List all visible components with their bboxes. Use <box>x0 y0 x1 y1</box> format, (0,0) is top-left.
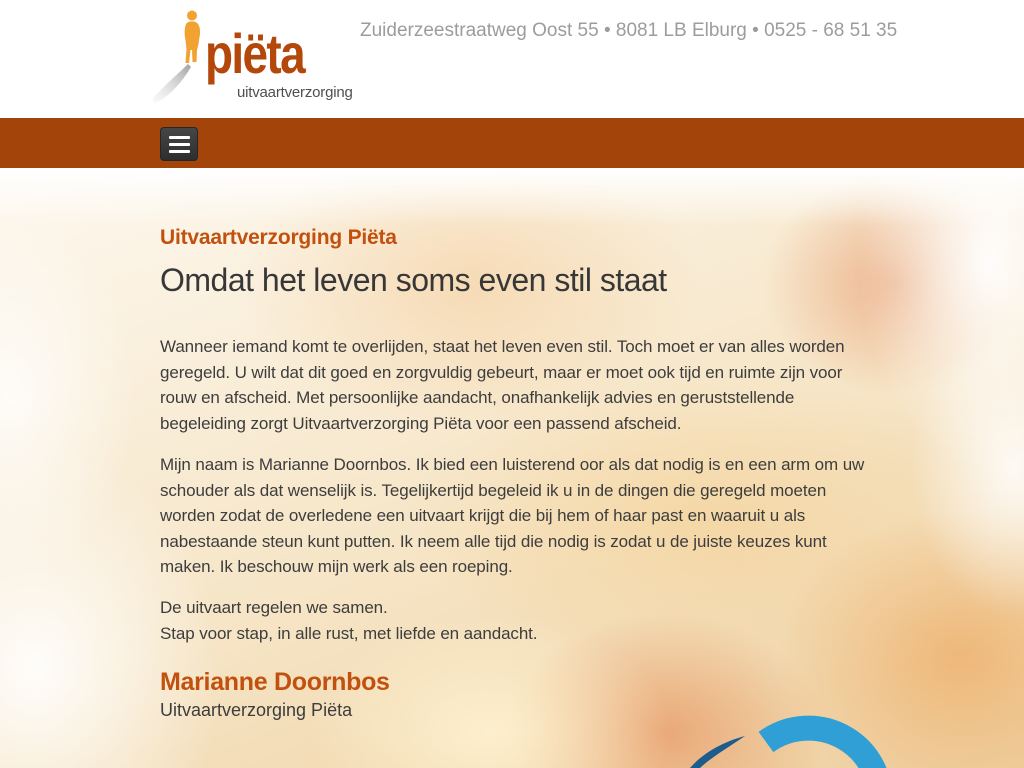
about-paragraph: Mijn naam is Marianne Doornbos. Ik bied een luisterend oor als dat nodig is en een arm om uw schouder als dat wenselijk is. Tegelijkertijd begeleid ik u in de dingen die geregeld moeten worden zodat de overledene een uitvaart krijgt die bij hem of haar past en waaruit u als nabestaande steun kunt putten. Ik neem alle tijd die nodig is zodat u de juiste keuzes kunt maken. Ik beschouw mijn werk als een roeping. <box>160 455 865 577</box>
closing-line: Stap voor stap, in alle rust, met liefde en aandacht. <box>160 623 538 643</box>
site-header <box>0 0 1024 118</box>
menu-button[interactable] <box>160 127 198 161</box>
main-content <box>0 168 1024 768</box>
logo[interactable] <box>148 6 358 110</box>
hamburger-icon <box>169 136 190 153</box>
walking-figure-icon <box>148 6 212 106</box>
section-kicker: Uitvaartverzorging Piëta <box>160 226 397 249</box>
page-title: Omdat het leven soms even stil staat <box>160 262 667 298</box>
intro-paragraph: Wanneer iemand komt te overlijden, staat het leven even stil. Toch moet er van alles worden geregeld. U wilt dat dit goed en zorgvuldig gebeurt, maar er moet ook tijd en ruimte zijn voor rouw en afscheid. Met persoonlijke aandacht, onafhankelijk advies en geruststellende begeleiding zorgt Uitvaartverzorging Piëta voor een passend afscheid. <box>160 337 845 433</box>
brand-wordmark: piëta <box>205 22 304 85</box>
navbar <box>0 118 1024 168</box>
blue-ring-logo <box>688 710 888 768</box>
signature-role: Uitvaartverzorging Piëta <box>160 700 353 720</box>
signature-name: Marianne Doornbos <box>160 668 390 696</box>
closing-lines <box>160 595 882 646</box>
closing-line: De uitvaart regelen we samen. <box>160 598 388 617</box>
contact-info: Zuiderzeestraatweg Oost 55 • 8081 LB Elburg • 0525 - 68 51 35 <box>360 20 898 41</box>
brand-tagline: uitvaartverzorging <box>237 84 353 101</box>
